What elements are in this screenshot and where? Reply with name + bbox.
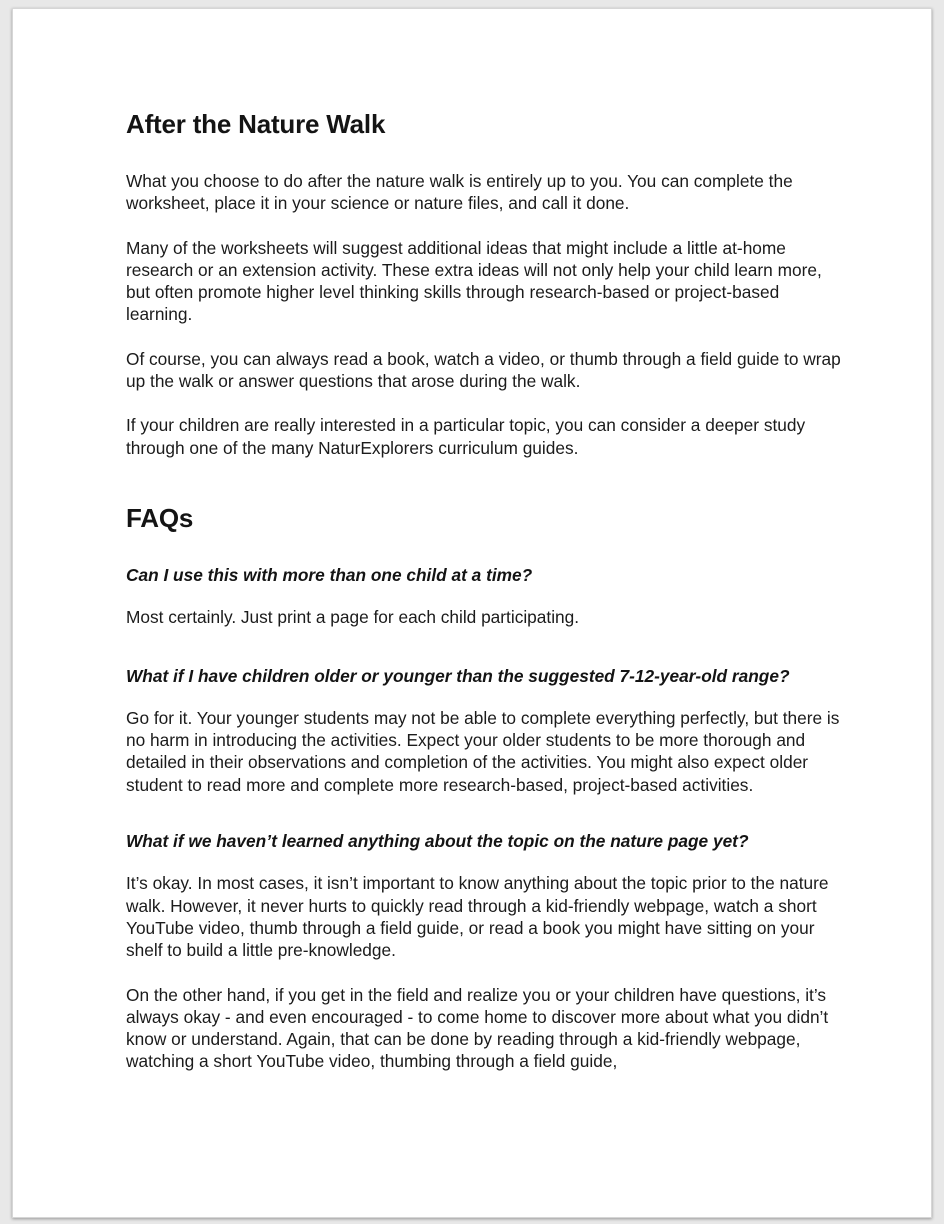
faq-answer: On the other hand, if you get in the field and realize you or your children have questions, it’s always okay - and even encouraged - to come home to discover more about what you didn’t know or understand. Again, that can be done by reading through a kid-friendly webpage, watching a short YouTube video, thumbing through a field guide, [126,984,829,1072]
faq-answer: It’s okay. In most cases, it isn’t important to know anything about the topic prior to the nature walk. However, it never hurts to quickly read through a kid-friendly webpage, watch a short YouTube video, thumb through a field guide, or read a book you might have sitting on your shelf to build a little pre-knowledge. [126,873,829,961]
page-content [126,109,848,1073]
spacer [126,140,848,170]
faq-answer: Go for it. Your younger students may not be able to complete everything perfectly, but there is no harm in introducing the activities. Expect your older students to be more thorough and detailed in their observations and completion of the activities. You might also expect older student to read more and complete more research-based, project-based activities. [126,707,840,795]
paragraph: What you choose to do after the nature walk is entirely up to you. You can complete the worksheet, place it in your science or nature files, and call it done. [126,171,793,214]
spacer [126,586,848,606]
faq-question: What if I have children older or younger than the suggested 7-12-year-old range? [126,665,790,686]
section-heading-faqs: FAQs [126,502,194,533]
document-page [12,8,932,1218]
spacer [126,687,848,707]
spacer [126,392,848,414]
paragraph: Of course, you can always read a book, watch a video, or thumb through a field guide to wrap up the walk or answer questions that arose during the walk. [126,348,841,392]
spacer [126,534,848,564]
spacer [126,796,848,830]
paragraph: Many of the worksheets will suggest additional ideas that might include a little at-home research or an extension activity. These extra ideas will not only help your child learn more, but often promote higher level thinking skills through research-based or project-based learning. [126,237,822,325]
spacer [126,459,848,503]
spacer [126,852,848,872]
spacer [126,215,848,237]
spacer [126,326,848,348]
spacer [126,629,848,665]
section-heading-after-the-nature-walk: After the Nature Walk [126,109,386,139]
faq-question: Can I use this with more than one child at a time? [126,564,533,585]
faq-answer: Most certainly. Just print a page for each child participating. [126,607,580,628]
spacer [126,962,848,984]
faq-question: What if we haven’t learned anything about the topic on the nature page yet? [126,831,749,852]
paragraph: If your children are really interested in a particular topic, you can consider a deeper study through one of the many NaturExplorers curriculum guides. [126,415,806,458]
